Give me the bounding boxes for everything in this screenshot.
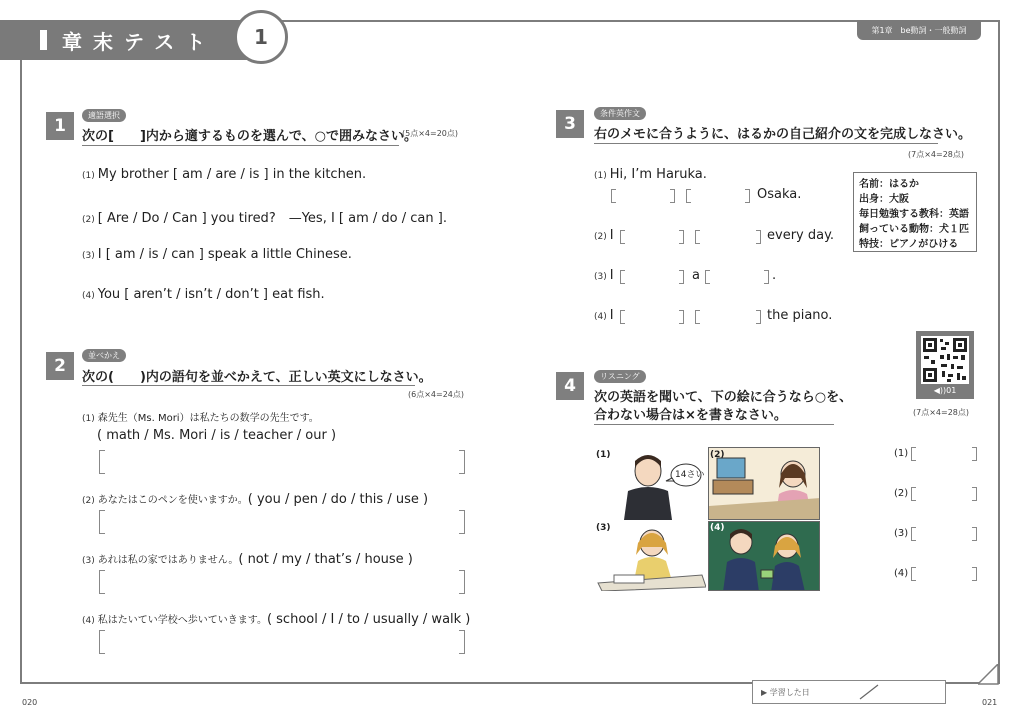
q1-item-1: (1) My brother [ am / are / is ] in the kitchen. xyxy=(82,167,367,182)
chapter-tab: 第1章 be動詞・一般動詞 xyxy=(857,20,981,40)
q4-prompt-line-2: 合わない場合は×を書きなさい。 xyxy=(594,408,787,423)
q3-item-1-line-1: (1) Hi, I’m Haruka. xyxy=(594,167,707,182)
memo-line-1: 名前：はるか xyxy=(859,179,919,190)
q2-item-3: (3) あれは私の家ではありません。( not / my / that’s / house ) xyxy=(82,552,413,567)
q3-underline xyxy=(594,143,938,144)
q3-number: 3 xyxy=(556,110,584,138)
q4-answer-4-num: (4) xyxy=(894,568,909,579)
q4-number: 4 xyxy=(556,372,584,400)
q4-answer-2-left xyxy=(911,487,916,501)
q2-item-1-words: ( math / Ms. Mori / is / teacher / our ) xyxy=(97,428,337,443)
q2-underline xyxy=(82,385,415,386)
q1-underline xyxy=(82,145,399,146)
q3-blank-4a-right xyxy=(679,310,684,324)
q3-blank-3a-right xyxy=(679,270,684,284)
q4-answer-3-num: (3) xyxy=(894,528,909,539)
q3-item-4-end: the piano. xyxy=(767,308,833,323)
q3-blank-1a-right xyxy=(670,189,675,203)
q3-blank-3b-right xyxy=(764,270,769,284)
q4-answer-3-right xyxy=(972,527,977,541)
q2-points: (6点×4=24点) xyxy=(408,390,465,399)
q3-points: (7点×4=28点) xyxy=(908,150,965,159)
memo-line-3: 毎日勉強する教科：英語 xyxy=(859,209,969,220)
q1-tag: 適語選択 xyxy=(82,109,126,122)
q3-blank-3a-left xyxy=(620,270,625,284)
q3-blank-1a-left xyxy=(611,189,616,203)
picture-3 xyxy=(594,521,706,591)
memo-line-2: 出身：大阪 xyxy=(859,194,909,205)
q2-answer-2-left-bracket xyxy=(99,510,105,534)
picture-1-number: (1) xyxy=(596,450,611,460)
q2-answer-3-right-bracket xyxy=(459,570,465,594)
q1-item-3: (3) I [ am / is / can ] speak a little Chinese. xyxy=(82,247,352,262)
memo-line-4: 飼っている動物：犬１匹 xyxy=(859,224,969,235)
page-title: 章末テスト xyxy=(62,30,217,54)
q3-blank-3b-left xyxy=(705,270,710,284)
q4-answer-1-right xyxy=(972,447,977,461)
right-page-number: 021 xyxy=(982,698,998,707)
q4-prompt-line-1: 次の英語を聞いて、下の絵に合うなら○を、 xyxy=(594,390,853,405)
q3-tag: 条件英作文 xyxy=(594,107,646,120)
picture-4-number: (4) xyxy=(710,523,725,533)
q3-blank-2b-left xyxy=(695,230,700,244)
q3-blank-4a-left xyxy=(620,310,625,324)
q3-prompt: 右のメモに合うように、はるかの自己紹介の文を完成しなさい。 xyxy=(594,127,972,142)
study-date-label: ▶ 学習した日 xyxy=(761,687,810,697)
memo-line-5: 特技：ピアノがひける xyxy=(859,239,959,250)
q3-blank-2a-right xyxy=(679,230,684,244)
q2-answer-1-left-bracket xyxy=(99,450,105,474)
q3-blank-2a-left xyxy=(620,230,625,244)
q4-answer-4-right xyxy=(972,567,977,581)
q2-answer-4-right-bracket xyxy=(459,630,465,654)
test-number: 1 xyxy=(234,10,288,64)
left-page-number: 020 xyxy=(22,698,38,707)
qr-code-icon[interactable] xyxy=(921,336,969,384)
q3-blank-1b-left xyxy=(686,189,691,203)
date-slash-icon xyxy=(857,683,881,701)
q4-points: (7点×4=28点) xyxy=(913,408,970,417)
q2-prompt: 次の( )内の語句を並べかえて、正しい英文にしなさい。 xyxy=(82,370,432,385)
picture-3-number: (3) xyxy=(596,523,611,533)
q4-answer-2-num: (2) xyxy=(894,488,909,499)
q4-answer-4-left xyxy=(911,567,916,581)
page-frame xyxy=(22,22,1000,684)
q2-answer-2-right-bracket xyxy=(459,510,465,534)
picture-1 xyxy=(594,447,706,520)
q2-tag: 並べかえ xyxy=(82,349,126,362)
q3-item-3-mid: a xyxy=(692,268,700,283)
q2-answer-4-left-bracket xyxy=(99,630,105,654)
q3-item-4-start: (4) I xyxy=(594,308,614,323)
q3-item-2-start: (2) I xyxy=(594,228,614,243)
q4-tag: リスニング xyxy=(594,370,646,383)
q4-answer-3-left xyxy=(911,527,916,541)
q1-item-2: (2) [ Are / Do / Can ] you tired? —Yes, I [ am / do / can ]. xyxy=(82,211,447,226)
title-marker xyxy=(40,30,47,50)
q2-item-4: (4) 私はたいてい学校へ歩いていきます。( school / I / to / usually / walk ) xyxy=(82,612,471,627)
speech-bubble-text: 14さい xyxy=(675,470,705,480)
q3-blank-1b-right xyxy=(745,189,750,203)
q2-item-1-jp: (1) 森先生（Ms. Mori）は私たちの数学の先生です。 xyxy=(82,413,319,424)
q1-prompt: 次の[ ]内から適するものを選んで、○で囲みなさい。 xyxy=(82,129,417,144)
q2-answer-3-left-bracket xyxy=(99,570,105,594)
q3-item-3-start: (3) I xyxy=(594,268,614,283)
picture-2-number: (2) xyxy=(710,450,725,460)
q1-points: (5点×4=20点) xyxy=(402,129,459,138)
page-corner-icon xyxy=(978,664,1000,686)
q1-item-4: (4) You [ aren’t / isn’t / don’t ] eat fish. xyxy=(82,287,325,302)
q3-blank-4b-right xyxy=(756,310,761,324)
memo-box xyxy=(853,172,977,252)
q4-answer-1-num: (1) xyxy=(894,448,909,459)
q3-blank-2b-right xyxy=(756,230,761,244)
q2-answer-1-right-bracket xyxy=(459,450,465,474)
q2-item-2: (2) あなたはこのペンを使いますか。( you / pen / do / this / use ) xyxy=(82,492,429,507)
q1-number: 1 xyxy=(46,112,74,140)
q4-answer-2-right xyxy=(972,487,977,501)
q2-number: 2 xyxy=(46,352,74,380)
q3-item-2-end: every day. xyxy=(767,228,835,243)
picture-2 xyxy=(708,447,820,520)
q4-underline xyxy=(594,424,834,425)
audio-track-label: ◀))01 xyxy=(933,386,957,395)
q3-item-1-end: Osaka. xyxy=(757,187,802,202)
q4-answer-1-left xyxy=(911,447,916,461)
picture-4 xyxy=(708,521,820,591)
q3-blank-4b-left xyxy=(695,310,700,324)
q3-item-3-end: . xyxy=(772,268,777,283)
study-date-box[interactable] xyxy=(752,680,946,704)
